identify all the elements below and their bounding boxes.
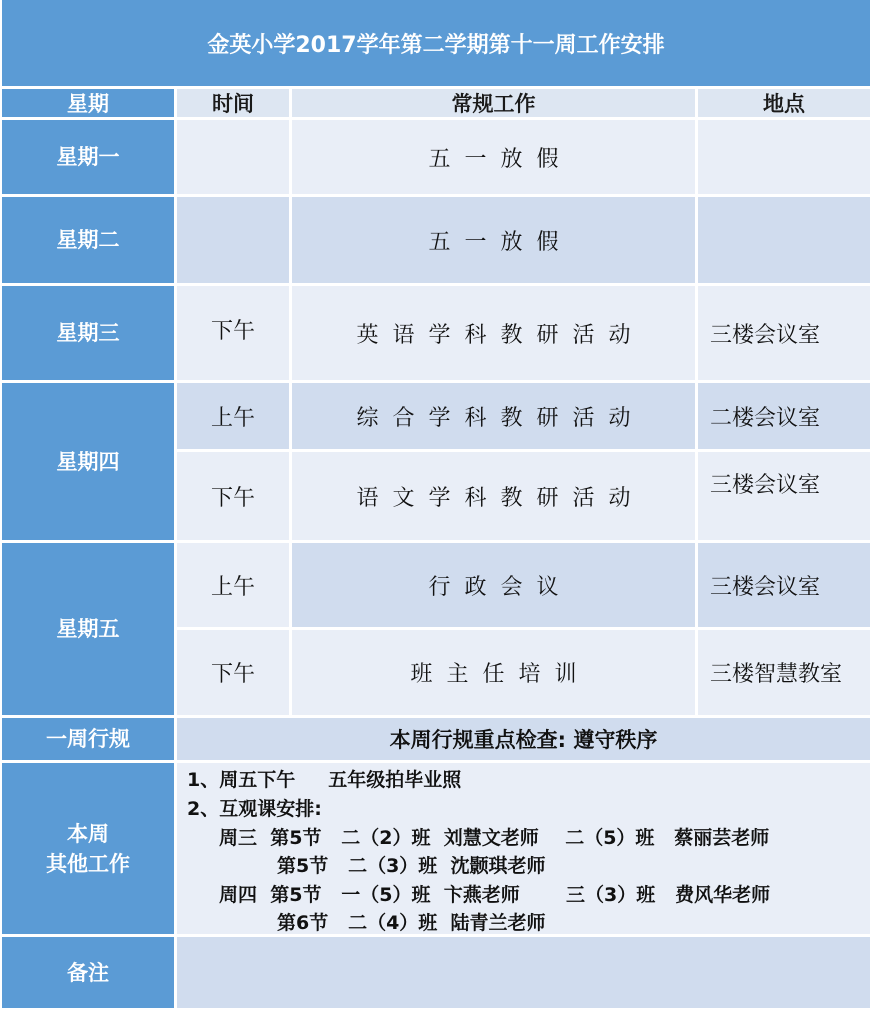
day-wednesday: 星期三 (2, 286, 174, 380)
weekly-rule-label: 一周行规 (2, 718, 174, 760)
page-title: 金英小学2017学年第二学期第十一周工作安排 (2, 0, 870, 86)
work-tuesday: 五一放假 (292, 197, 695, 283)
other-work-label-line2: 其他工作 (46, 851, 130, 876)
header-location: 地点 (698, 89, 870, 117)
header-day: 星期 (2, 89, 174, 117)
location-thursday-am: 二楼会议室 (698, 383, 870, 449)
location-cell-monday (698, 120, 870, 194)
work-thursday-pm: 语文学科教研活动 (292, 452, 695, 540)
other-work-label-line1: 本周 (67, 821, 109, 846)
location-friday-am: 三楼会议室 (698, 543, 870, 627)
remarks-label: 备注 (2, 937, 174, 1008)
work-monday: 五一放假 (292, 120, 695, 194)
other-work-line-3: 周三 第5节 二（2）班 刘慧文老师 二（5）班 蔡丽芸老师 (219, 827, 770, 849)
location-thursday-pm: 三楼会议室 (698, 452, 870, 540)
day-thursday: 星期四 (2, 383, 174, 540)
other-work-content (177, 763, 870, 934)
other-work-line-2: 2、互观课安排: (187, 798, 322, 820)
time-thursday-pm: 下午 (177, 452, 289, 540)
work-thursday-am: 综合学科教研活动 (292, 383, 695, 449)
header-work: 常规工作 (292, 89, 695, 117)
work-friday-pm: 班主任培训 (292, 630, 695, 715)
time-friday-am: 上午 (177, 543, 289, 627)
location-cell-tuesday (698, 197, 870, 283)
time-friday-pm: 下午 (177, 630, 289, 715)
location-friday-pm: 三楼智慧教室 (698, 630, 870, 715)
other-work-line-6: 第6节 二（4）班 陆青兰老师 (277, 912, 546, 934)
work-wednesday: 英语学科教研活动 (292, 286, 695, 380)
header-time: 时间 (177, 89, 289, 117)
other-work-line-4: 第5节 二（3）班 沈颢琪老师 (277, 855, 546, 877)
time-cell-tuesday (177, 197, 289, 283)
weekly-rule-text: 本周行规重点检查: 遵守秩序 (177, 718, 870, 760)
time-cell-monday (177, 120, 289, 194)
other-work-label (2, 763, 174, 934)
location-wednesday: 三楼会议室 (698, 286, 870, 380)
day-monday: 星期一 (2, 120, 174, 194)
work-friday-am: 行政会议 (292, 543, 695, 627)
day-friday: 星期五 (2, 543, 174, 715)
other-work-line-1: 1、周五下午 五年级拍毕业照 (187, 769, 462, 791)
remarks-content (177, 937, 870, 1008)
time-thursday-am: 上午 (177, 383, 289, 449)
time-wednesday: 下午 (177, 286, 289, 380)
other-work-line-5: 周四 第5节 一（5）班 卞燕老师 三（3）班 费风华老师 (219, 884, 771, 906)
day-tuesday: 星期二 (2, 197, 174, 283)
